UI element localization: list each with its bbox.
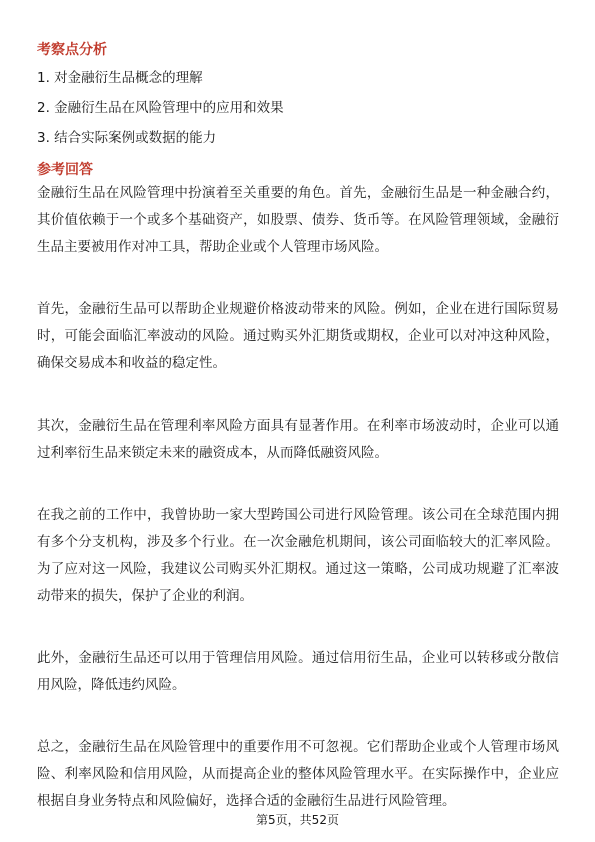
analysis-point-3: 3. 结合实际案例或数据的能力 [37, 130, 217, 146]
answer-paragraph-1: 金融衍生品在风险管理中扮演着至关重要的角色。首先，金融衍生品是一种金融合约，其价值依赖于一个或多个基础资产，如股票、债券、货币等。在风险管理领域，金融衍生品主要被用作对冲工具，帮助企业或个人管理市场风险。 [37, 185, 559, 255]
answer-paragraph-2: 首先，金融衍生品可以帮助企业规避价格波动带来的风险。例如，企业在进行国际贸易时，可能会面临汇率波动的风险。通过购买外汇期货或期权，企业可以对冲这种风险，确保交易成本和收益的稳定性。 [37, 301, 559, 371]
analysis-heading: 考察点分析 [37, 42, 107, 58]
page-number: 第5页，共52页 [256, 813, 339, 827]
analysis-point-1: 1. 对金融衍生品概念的理解 [37, 70, 203, 86]
answer-heading: 参考回答 [37, 162, 93, 178]
answer-paragraph-3: 其次，金融衍生品在管理利率风险方面具有显著作用。在利率市场波动时，企业可以通过利率衍生品来锁定未来的融资成本，从而降低融资风险。 [37, 418, 559, 461]
answer-paragraph-5: 此外，金融衍生品还可以用于管理信用风险。通过信用衍生品，企业可以转移或分散信用风险，降低违约风险。 [37, 650, 559, 693]
answer-paragraph-6: 总之，金融衍生品在风险管理中的重要作用不可忽视。它们帮助企业或个人管理市场风险、利率风险和信用风险，从而提高企业的整体风险管理水平。在实际操作中，企业应根据自身业务特点和风险偏好，选择合适的金融衍生品进行风险管理。 [37, 739, 559, 809]
answer-paragraph-4: 在我之前的工作中，我曾协助一家大型跨国公司进行风险管理。该公司在全球范围内拥有多个分支机构，涉及多个行业。在一次金融危机期间，该公司面临较大的汇率风险。为了应对这一风险，我建议公司购买外汇期权。通过这一策略，公司成功规避了汇率波动带来的损失，保护了企业的利润。 [37, 507, 559, 604]
analysis-point-2: 2. 金融衍生品在风险管理中的应用和效果 [37, 100, 284, 116]
